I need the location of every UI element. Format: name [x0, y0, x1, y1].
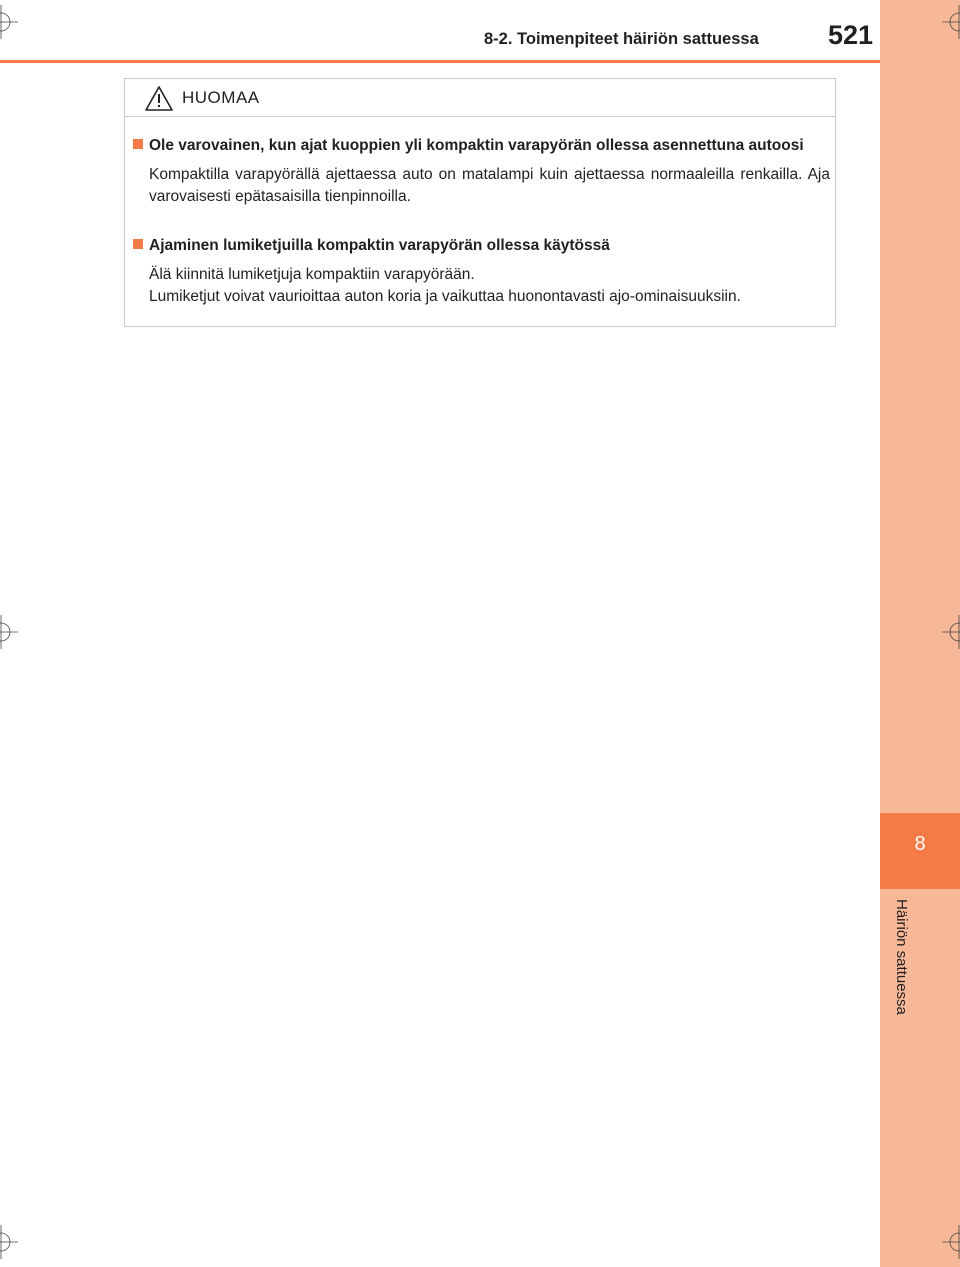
- square-bullet-icon: [133, 239, 143, 249]
- warning-triangle-icon: [144, 85, 174, 112]
- chapter-label: Häiriön sattuessa: [893, 899, 910, 1015]
- caution-item: [133, 135, 830, 208]
- caution-box: [124, 78, 836, 327]
- registration-mark-icon: [942, 615, 960, 649]
- page-number: 521: [828, 20, 874, 50]
- registration-mark-icon: [942, 5, 960, 39]
- caution-item-text: [149, 264, 830, 308]
- registration-mark-icon: [942, 1225, 960, 1259]
- registration-mark-icon: [0, 5, 18, 39]
- caution-title: HUOMAA: [182, 88, 260, 107]
- caution-item-title: Ajaminen lumiketjuilla kompaktin varapyörän ollessa käytössä: [149, 237, 610, 254]
- caution-item-line: Älä kiinnitä lumiketjuja kompaktiin varapyörään.: [149, 266, 475, 283]
- registration-mark-icon: [0, 615, 18, 649]
- section-title: 8-2. Toimenpiteet häiriön sattuessa: [484, 30, 759, 48]
- header-rule: [0, 60, 880, 63]
- caution-item-text: Kompaktilla varapyörällä ajettaessa auto on matalampi kuin ajettaessa normaaleilla renkailla. Aja varovaisesti epätasaisilla tienpinnoilla.: [149, 166, 830, 205]
- caution-item-title: Ole varovainen, kun ajat kuoppien yli kompaktin varapyörän ollessa asennettuna autoosi: [149, 137, 804, 154]
- square-bullet-icon: [133, 139, 143, 149]
- caution-header: [125, 79, 835, 117]
- caution-item-line: Lumiketjut voivat vaurioittaa auton koria ja vaikuttaa huonontavasti ajo-ominaisuuksiin.: [149, 288, 741, 305]
- registration-mark-icon: [0, 1225, 18, 1259]
- chapter-number: 8: [914, 833, 926, 855]
- caution-item: [133, 235, 830, 308]
